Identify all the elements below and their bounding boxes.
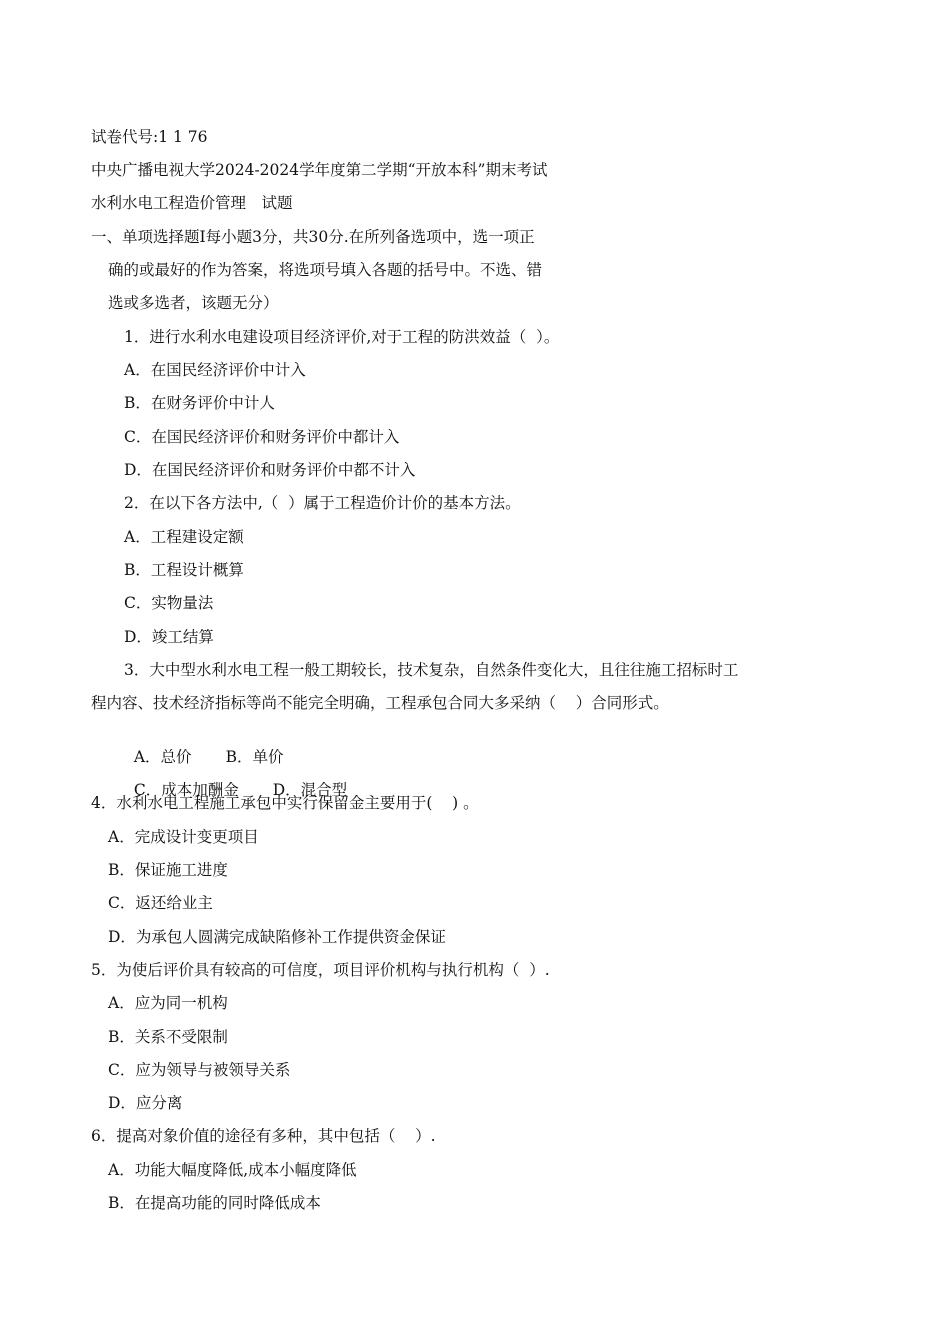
paper-code: 试卷代号:1 1 76 [91,128,208,146]
question-2-option-d: D．竣工结算 [124,628,214,646]
question-6-option-a: A．功能大幅度降低,成本小幅度降低 [108,1161,357,1179]
subject-title: 水利水电工程造价管理 试题 [91,194,293,212]
question-1-option-b: B．在财务评价中计人 [124,394,275,412]
question-3-option-b: B．单价 [225,748,284,766]
question-1-option-a: A．在国民经济评价中计入 [124,361,306,379]
question-2-stem: 2．在以下各方法中,（ ）属于工程造价计价的基本方法。 [124,494,521,512]
question-3-stem-line-1: 3．大中型水利水电工程一般工期较长，技术复杂，自然条件变化大，且往往施工招标时工 [124,661,739,679]
question-5-option-b: B．关系不受限制 [108,1028,228,1046]
question-6-option-b: B．在提高功能的同时降低成本 [108,1194,321,1212]
question-1-stem: 1．进行水利水电建设项目经济评价,对于工程的防洪效益（ ）。 [124,328,560,346]
question-4-option-c: C．返还给业主 [108,894,213,912]
question-3-stem-line-2: 程内容、技术经济指标等尚不能完全明确，工程承包合同大多采纳（ ）合同形式。 [91,694,669,712]
question-2-option-c: C．实物量法 [124,594,214,612]
question-5-stem: 5．为使后评价具有较高的可信度，项目评价机构与执行机构（ ）. [91,961,550,979]
question-3-option-a: A．总价 [133,748,192,766]
question-2-option-b: B．工程设计概算 [124,561,244,579]
question-4-stem: 4．水利水电工程施工承包中实行保留金主要用于( ) 。 [91,794,479,812]
question-4-option-b: B．保证施工进度 [108,861,228,879]
question-6-stem: 6．提高对象价值的途径有多种，其中包括（ ）. [91,1127,436,1145]
section-instruction-line-3: 选或多选者，该题无分） [108,294,279,312]
section-instruction-line-2: 确的或最好的作为答案，将选项号填入各题的括号中。不选、错 [108,261,543,279]
question-1-option-d: D．在国民经济评价和财务评价中都不计入 [124,461,416,479]
question-5-option-c: C．应为领导与被领导关系 [108,1061,291,1079]
question-3-option-c: C．成本加酬金 [133,781,239,799]
exam-title: 中央广播电视大学2024-2024学年度第二学期“开放本科”期末考试 [91,161,548,179]
section-instruction-line-1: 一、单项选择题I每小题3分，共30分.在所列备选项中，选一项正 [91,228,535,246]
question-5-option-d: D．应分离 [108,1094,183,1112]
question-4-option-d: D．为承包人圆满完成缺陷修补工作提供资金保证 [108,928,446,946]
question-3-option-d: D．混合型 [272,781,348,799]
question-1-option-c: C．在国民经济评价和财务评价中都计入 [124,428,400,446]
question-5-option-a: A．应为同一机构 [108,994,228,1012]
question-4-option-a: A．完成设计变更项目 [108,828,259,846]
question-2-option-a: A．工程建设定额 [124,528,244,546]
